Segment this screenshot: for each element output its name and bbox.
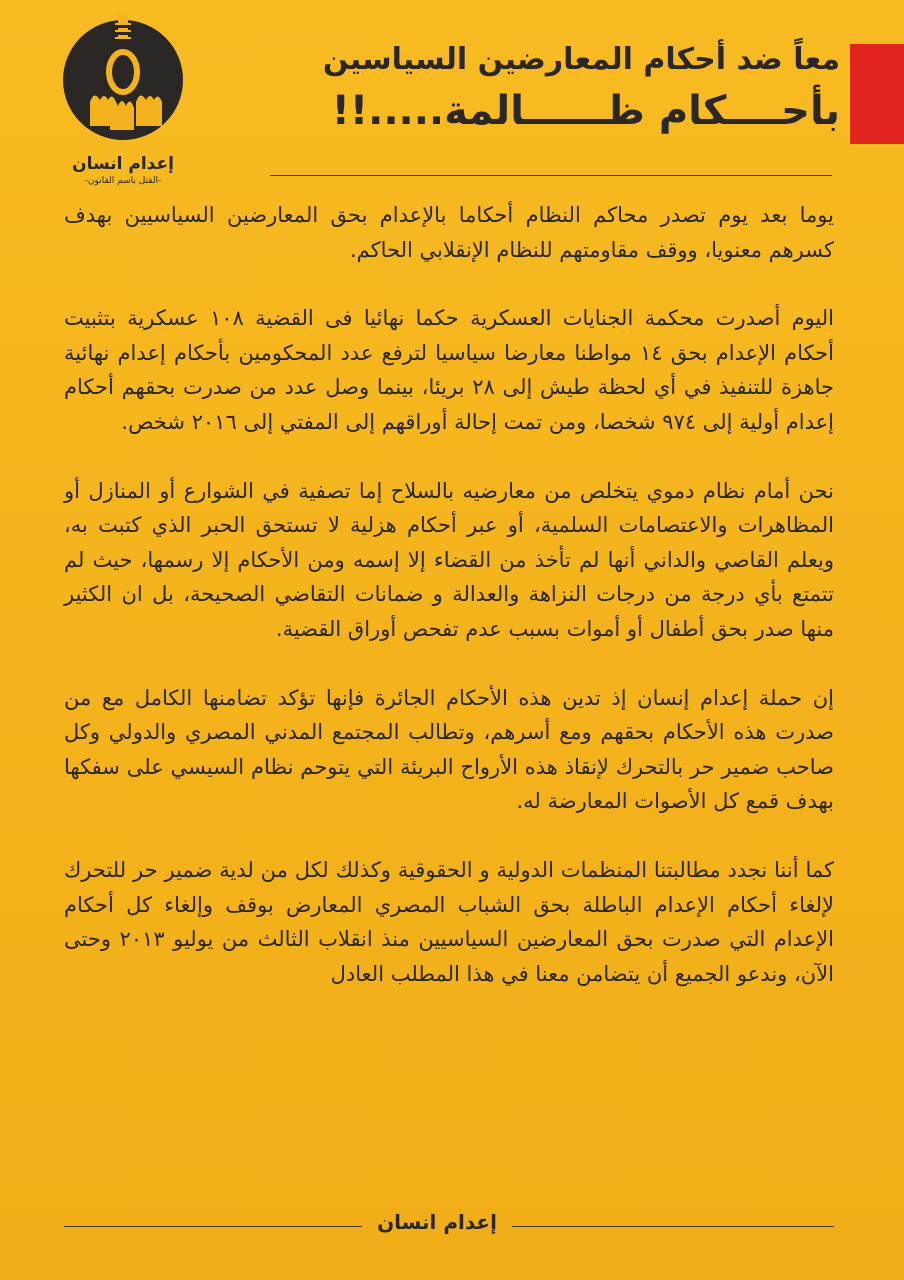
footer-signature: إعدام انسان (377, 1210, 497, 1234)
headline-secondary: بأحــــكام ظــــــالمة.....!! (331, 88, 840, 134)
paragraph-4: إن حملة إعدام إنسان إذ تدين هذه الأحكام الجائرة فإنها تؤكد تضامنها الكامل مع من صدرت هذه الأحكام بحقهم ومع أسرهم، وتطالب المجتمع المدني المصري والدولي وكل صاحب ضمير حر بالتحرك لإنقاذ هذه الأرواح البريئة التي يتوحم نظام السيسي على سفكها بهدف قمع كل الأصوات المعارضة له. (64, 685, 834, 814)
paragraph-1: يوما بعد يوم تصدر محاكم النظام أحكاما بالإعدام بحق المعارضين السياسيين بهدف كسرهم معنويا، ووقف مقاومتهم للنظام الإنقلابي الحاكم. (64, 203, 834, 262)
header-divider (270, 175, 832, 176)
red-accent-bar (850, 44, 904, 144)
logo-tagline: -القتل باسم القانون- (84, 176, 162, 186)
footer-divider-left (64, 1226, 362, 1227)
paragraph-5: كما أننا نجدد مطالبتنا المنظمات الدولية و الحقوقية وكذلك لكل من لدية ضمير حر للتحرك لإلغاء أحكام الإعدام الباطلة بحق الشباب المصري المعارض بوقف وإلغاء كل أحكام الإعدام التي صدرت بحق المعارضين السياسيين منذ انقلاب الثالث من يوليو ٢٠١٣ وحتى الآن، وندعو الجميع أن يتضامن معنا في هذا المطلب العادل (64, 857, 835, 986)
logo-name: إعدام انسان (72, 154, 174, 174)
campaign-logo (52, 14, 194, 184)
statement-body (64, 198, 834, 1025)
paragraph-3: نحن أمام نظام دموي يتخلص من معارضيه بالسلاح إما تصفية في الشوارع أو المنازل أو المظاهرات والاعتصامات السلمية، أو عبر أحكام هزلية لا تستحق الحبر الذي كتبت به، ويعلم القاصي والداني أنها لم تأخذ من القضاء إلا إسمه ومن الأحكام إلا رسمها، حيث لم تتمتع بأي درجة من درجات النزاهة والعدالة و ضمانات التقاضي الصحيحة، بل ان الكثير منها صدر بحق أطفال أو أموات بسبب عدم تفحص أوراق القضية. (64, 478, 834, 641)
paragraph-2: اليوم أصدرت محكمة الجنايات العسكرية حكما نهائيا فى القضية ١٠٨ عسكرية بتثبيت أحكام الإعدام بحق ١٤ مواطنا معارضا سياسيا لترفع عدد المحكومين بأحكام إعدام نهائية جاهزة للتنفيذ في أي لحظة طيش إلى ٢٨ بريئا، بينما وصل عدد من صدرت بحقهم أحكام إعدام أولية إلى ٩٧٤ شخصا، ومن تمت إحالة أوراقهم إلى المفتي إلى ٢٠١٦ شخص. (64, 306, 835, 434)
headline-primary: معاً ضد أحكام المعارضين السياسين (322, 42, 840, 77)
footer-divider-right (512, 1226, 834, 1227)
noose-logo-icon (52, 14, 194, 154)
